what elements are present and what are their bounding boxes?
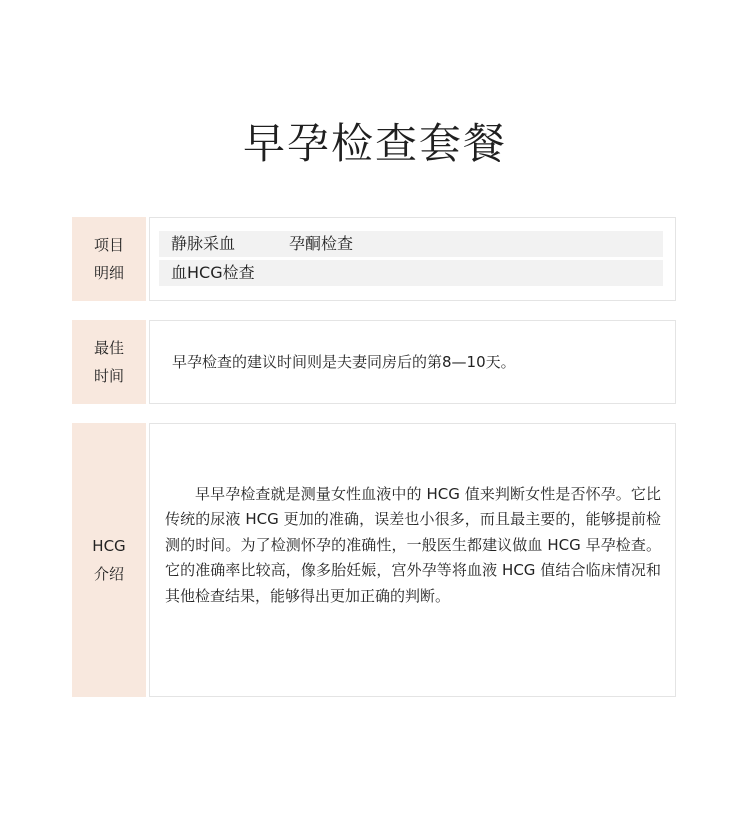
item-name: 血HCG检查 <box>171 263 255 282</box>
section-label: 项目 明细 <box>93 236 124 282</box>
section-label: HCG 介绍 <box>92 537 126 583</box>
item-name: 孕酮检查 <box>289 234 354 253</box>
section-label-cell <box>72 423 146 697</box>
section-hcg-intro <box>72 423 676 697</box>
section-content <box>149 423 676 697</box>
section-label: 最佳 时间 <box>93 339 124 385</box>
page-title: 早孕检查套餐 <box>242 119 507 168</box>
section-content <box>149 217 676 301</box>
item-row <box>159 231 663 257</box>
section-items <box>72 217 676 301</box>
section-best-time <box>72 320 676 404</box>
item-name: 静脉采血 <box>171 234 236 253</box>
hcg-intro-text: 早早孕检查就是测量女性血液中的 HCG 值来判断女性是否怀孕。它比传统的尿液 HCG 更加的准确，误差也小很多，而且最主要的，能够提前检测的时间。为了检测怀孕的准确性，一般医生都建议做血 HCG 早孕检查。它的准确率比较高，像多胎妊娠，宫外孕等将血液 HCG 值结合临床情况和其他检查结果，能够得出更加正确的判断。 <box>165 485 661 605</box>
best-time-text: 早孕检查的建议时间则是夫妻同房后的第8—10天。 <box>172 353 516 371</box>
section-content <box>149 320 676 404</box>
section-label-cell <box>72 320 146 404</box>
section-label-cell <box>72 217 146 301</box>
item-row <box>159 260 663 286</box>
